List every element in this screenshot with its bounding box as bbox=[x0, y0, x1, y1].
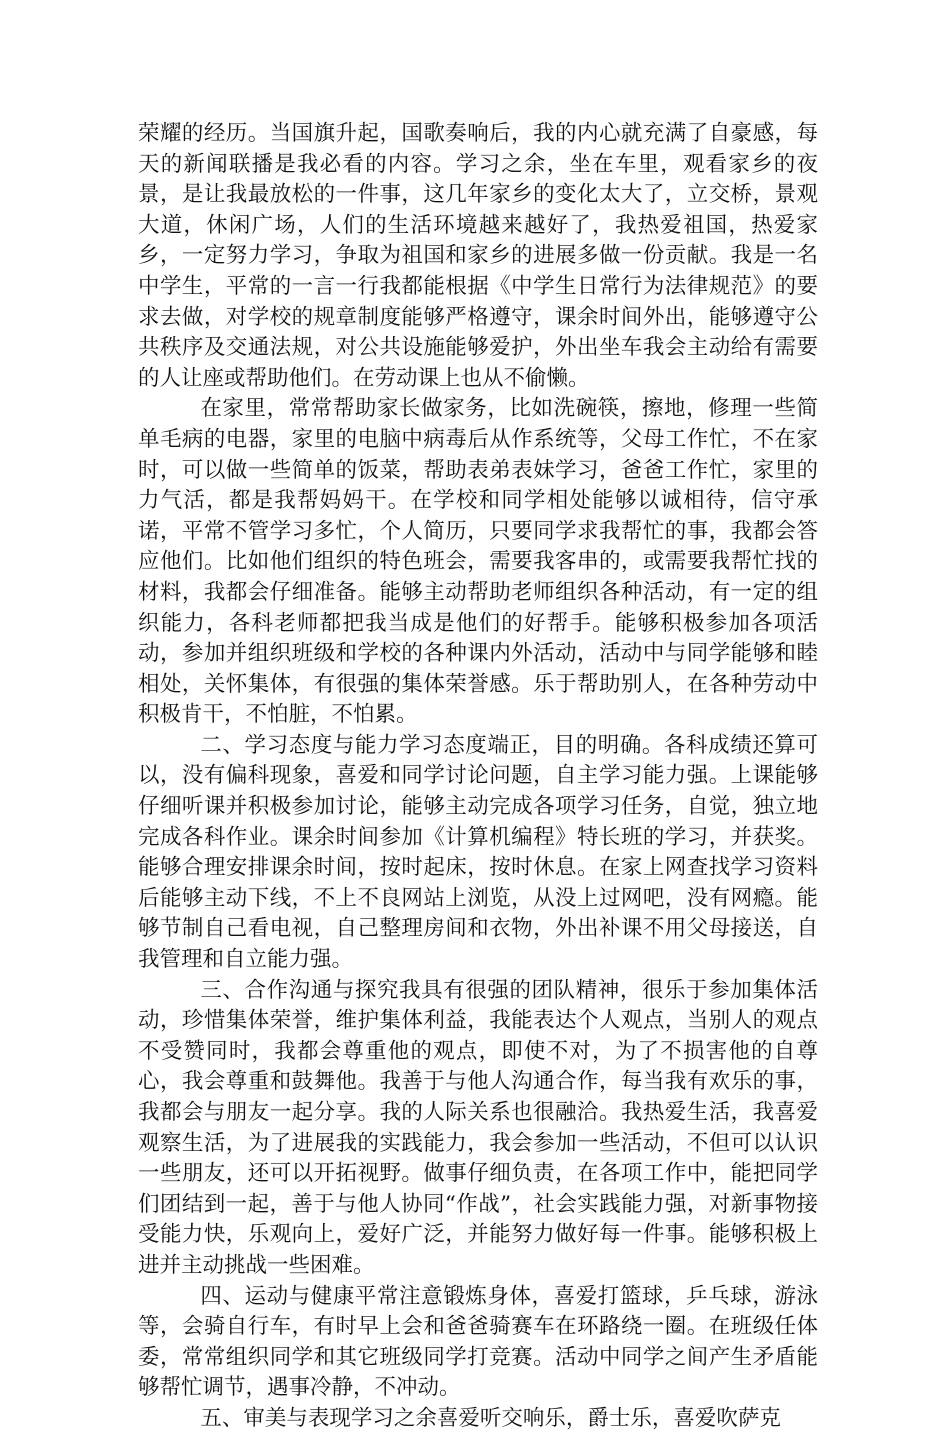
document-body bbox=[138, 119, 818, 1435]
paragraph-home-and-school: 在家里，常常帮助家长做家务，比如洗碗筷，擦地，修理一些简单毛病的电器，家里的电脑中病毒后从作系统等，父母工作忙，不在家时，可以做一些简单的饭菜，帮助表弟表妹学习，爸爸工作忙，家里的力气活，都是我帮妈妈干。在学校和同学相处能够以诚相待，信守承诺，平常不管学习多忙，个人简历，只要同学求我帮忙的事，我都会答应他们。比如他们组织的特色班会，需要我客串的，或需要我帮忙找的材料，我都会仔细准备。能够主动帮助老师组织各种活动，有一定的组织能力，各科老师都把我当成是他们的好帮手。能够积极参加各项活动，参加并组织班级和学校的各种课内外活动，活动中与同学能够和睦相处，关怀集体，有很强的集体荣誉感。乐于帮助别人，在各种劳动中积极肯干，不怕脏，不怕累。 bbox=[138, 396, 818, 728]
paragraph-patriotism-conduct: 荣耀的经历。当国旗升起，国歌奏响后，我的内心就充满了自豪感，每天的新闻联播是我必看的内容。学习之余，坐在车里，观看家乡的夜景，是让我最放松的一件事，这几年家乡的变化太大了，立交桥，景观大道，休闲广场，人们的生活环境越来越好了，我热爱祖国，热爱家乡，一定努力学习，争取为祖国和家乡的进展多做一份贡献。我是一名中学生，平常的一言一行我都能根据《中学生日常行为法律规范》的要求去做，对学校的规章制度能够严格遵守，课余时间外出，能够遵守公共秩序及交通法规，对公共设施能够爱护，外出坐车我会主动给有需要的人让座或帮助他们。在劳动课上也从不偷懒。 bbox=[138, 121, 818, 391]
paragraph-cooperation: 三、合作沟通与探究我具有很强的团队精神，很乐于参加集体活动，珍惜集体荣誉，维护集体利益，我能表达个人观点，当别人的观点不受赞同时，我都会尊重他的观点，即使不对，为了不损害他的自尊心，我会尊重和鼓舞他。我善于与他人沟通合作，每当我有欢乐的事，我都会与朋友一起分享。我的人际关系也很融洽。我热爱生活，我喜爱观察生活，为了进展我的实践能力，我会参加一些活动，不但可以认识一些朋友，还可以开拓视野。做事仔细负责，在各项工作中，能把同学们团结到一起，善于与他人协同“作战”，社会实践能力强，对新事物接受能力快，乐观向上，爱好广泛，并能努力做好每一件事。能够积极上进并主动挑战一些困难。 bbox=[138, 977, 818, 1278]
paragraph-sports-health: 四、运动与健康平常注意锻炼身体，喜爱打篮球，乒乓球，游泳等，会骑自行车，有时早上会和爸爸骑赛车在环路绕一圈。在班级任体委，常常组织同学和其它班级同学打竞赛。活动中同学之间产生矛盾能够帮忙调节，遇事冷静，不冲动。 bbox=[138, 1283, 818, 1401]
paragraph-aesthetics: 五、审美与表现学习之余喜爱听交响乐，爵士乐，喜爱吹萨克 bbox=[200, 1405, 781, 1431]
paragraph-learning-attitude: 二、学习态度与能力学习态度端正，目的明确。各科成绩还算可以，没有偏科现象，喜爱和同学讨论问题，自主学习能力强。上课能够仔细听课并积极参加讨论，能够主动完成各项学习任务，自觉，独立地完成各科作业。课余时间参加《计算机编程》特长班的学习，并获奖。能够合理安排课余时间，按时起床，按时休息。在家上网查找学习资料后能够主动下线，不上不良网站上浏览，从没上过网吧，没有网瘾。能够节制自己看电视，自己整理房间和衣物，外出补课不用父母接送，自我管理和自立能力强。 bbox=[138, 732, 818, 973]
